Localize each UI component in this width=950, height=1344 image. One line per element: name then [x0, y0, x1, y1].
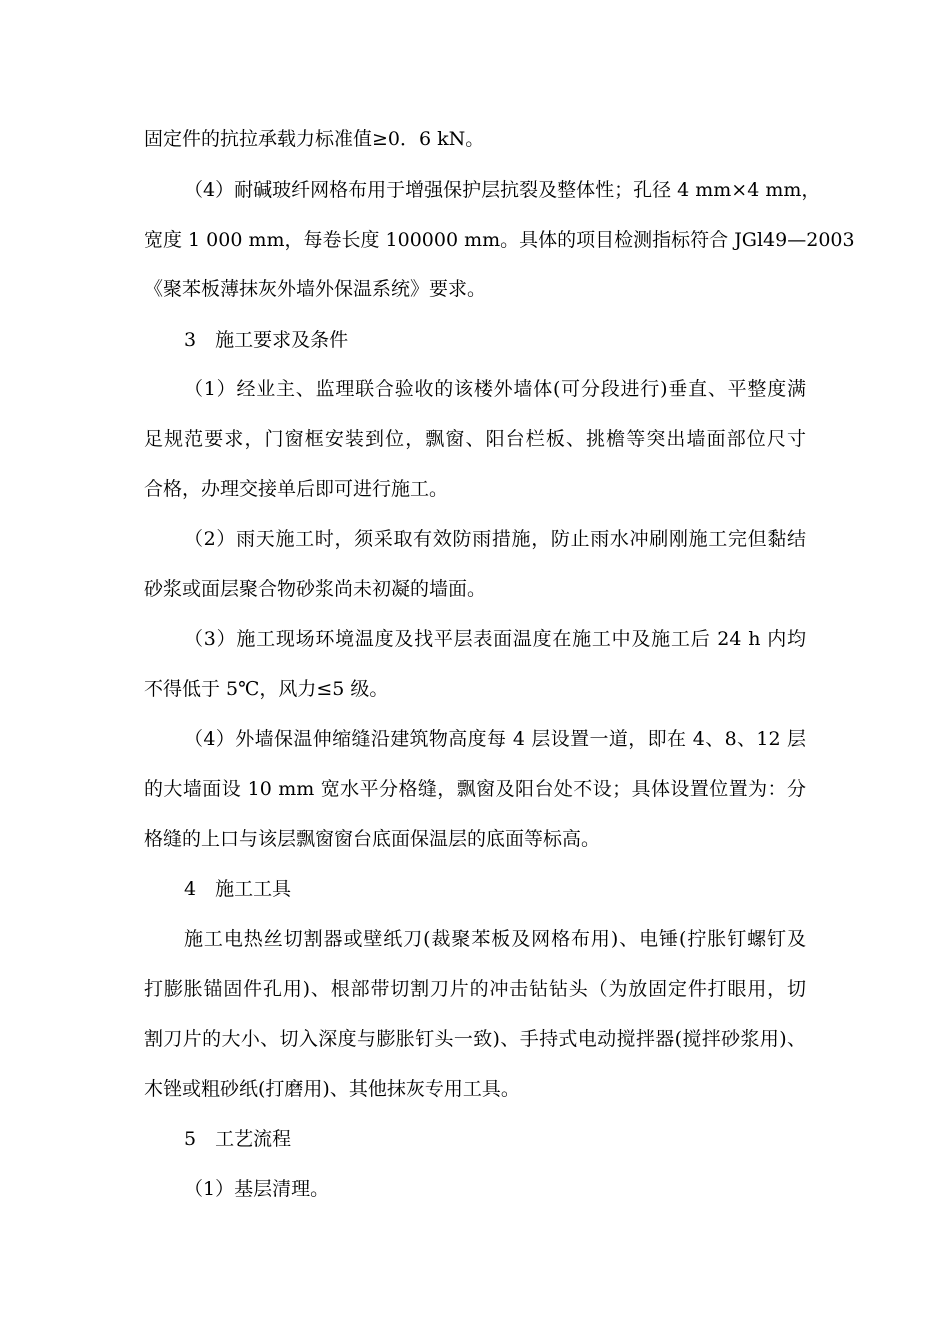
text-line: 木锉或粗砂纸(打磨用)、其他抹灰专用工具。: [144, 1078, 520, 1100]
section-heading: 4 施工工具: [184, 878, 292, 900]
text-line: （4）外墙保温伸缩缝沿建筑物高度每 4 层设置一道，即在 4、8、12 层: [184, 728, 806, 750]
text-line: 打膨胀锚固件孔用)、根部带切割刀片的冲击钻钻头（为放固定件打眼用，切: [144, 978, 806, 1000]
text-line: 足规范要求，门窗框安装到位，飘窗、阳台栏板、挑檐等突出墙面部位尺寸: [144, 428, 806, 450]
text-line: 的大墙面设 10 mm 宽水平分格缝，飘窗及阳台处不设；具体设置位置为：分: [144, 778, 806, 800]
text-line: 格缝的上口与该层飘窗窗台底面保温层的底面等标高。: [144, 828, 601, 850]
text-line: 施工电热丝切割器或壁纸刀(裁聚苯板及网格布用)、电锤(拧胀钉螺钉及: [184, 928, 806, 950]
text-line: 合格，办理交接单后即可进行施工。: [144, 478, 449, 500]
text-line: 宽度 1 000 mm，每卷长度 100000 mm。具体的项目检测指标符合 JGl49—2003: [144, 229, 855, 251]
text-line: （3）施工现场环境温度及找平层表面温度在施工中及施工后 24 h 内均: [184, 628, 806, 650]
section-heading: 5 工艺流程: [184, 1128, 292, 1150]
text-line: （1）经业主、监理联合验收的该楼外墙体(可分段进行)垂直、平整度满: [184, 378, 806, 400]
text-line: （1）基层清理。: [184, 1178, 330, 1200]
text-line: 固定件的抗拉承载力标准值≥0．6 kN。: [144, 128, 485, 150]
text-line: （4）耐碱玻纤网格布用于增强保护层抗裂及整体性；孔径 4 mm×4 mm，: [184, 179, 821, 201]
text-line: 砂浆或面层聚合物砂浆尚未初凝的墙面。: [144, 578, 487, 600]
text-line: 《聚苯板薄抹灰外墙外保温系统》要求。: [144, 278, 487, 300]
text-line: （2）雨天施工时，须采取有效防雨措施，防止雨水冲刷刚施工完但黏结: [184, 528, 806, 550]
text-line: 不得低于 5℃，风力≤5 级。: [144, 678, 389, 700]
section-heading: 3 施工要求及条件: [184, 329, 349, 351]
text-line: 割刀片的大小、切入深度与膨胀钉头一致)、手持式电动搅拌器(搅拌砂浆用)、: [144, 1028, 806, 1050]
